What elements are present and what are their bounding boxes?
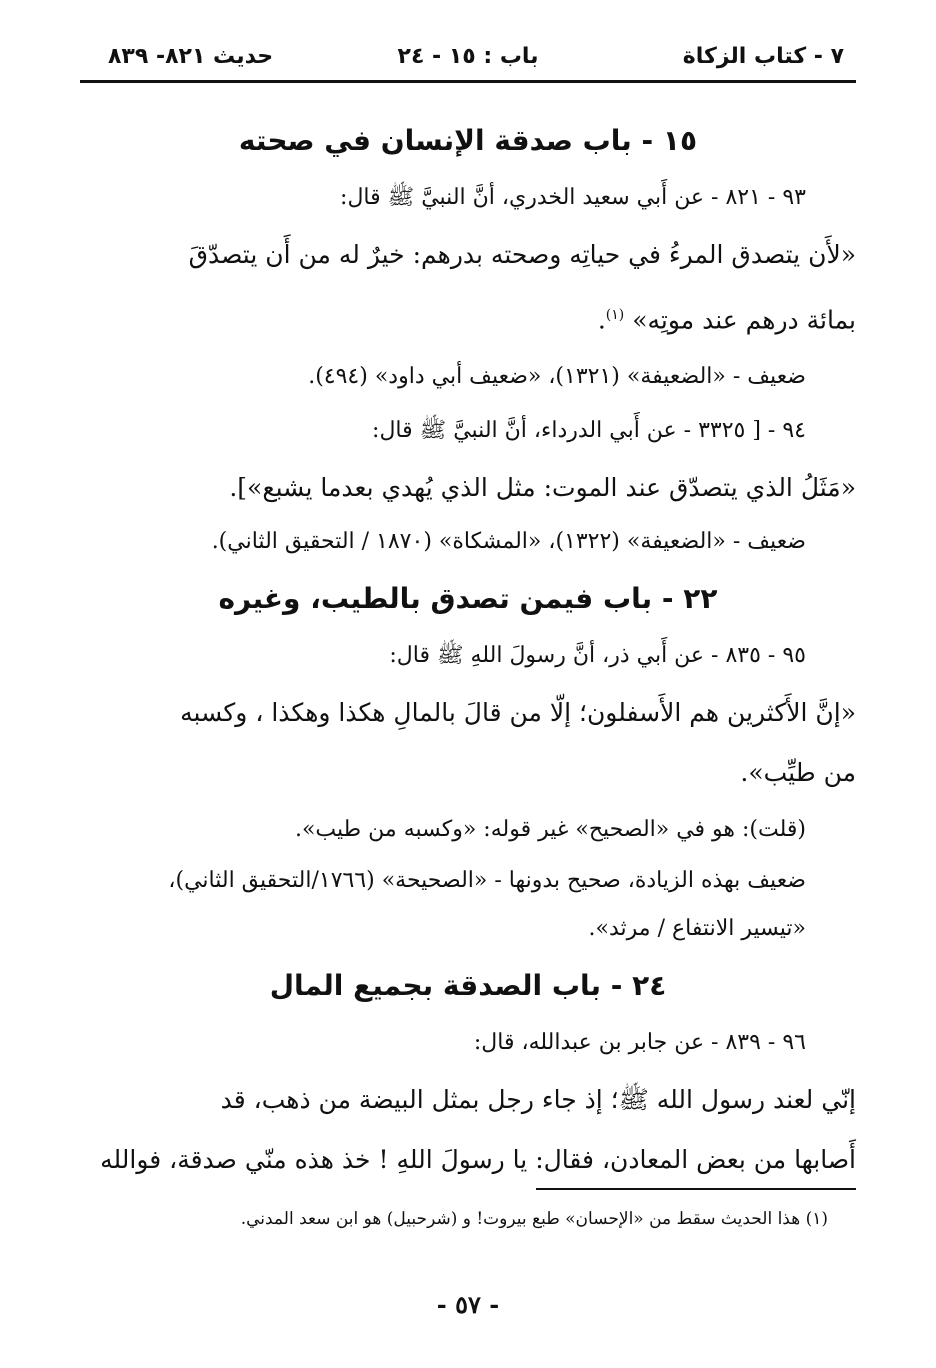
chapter-title-15: ١٥ - باب صدقة الإنسان في صحته <box>238 124 698 157</box>
chapter-title-24: ٢٤ - باب الصدقة بجميع المال <box>269 969 667 1003</box>
running-header <box>80 40 856 83</box>
hadith-93-text-end: . <box>597 305 606 335</box>
footnote-marker: (١) <box>605 307 625 323</box>
hadith-96-text-line1: إنّي لعند رسول الله ﷺ؛ إذ جاء رجل بمثل البيضة من ذهب، قد <box>220 1085 856 1115</box>
hadith-93-text-line2 <box>80 285 856 350</box>
hadith-94-grade: ضعيف - «الضعيفة» (١٣٢٢)، «المشكاة» (١٨٧٠ / التحقيق الثاني). <box>211 529 806 555</box>
hadith-94-intro: ٩٤ - [ ٣٣٢٥ - عن أَبي الدرداء، أنَّ النبيَّ ﷺ قال: <box>372 418 806 444</box>
hadith-93-intro: ٩٣ - ٨٢١ - عن أَبي سعيد الخدري، أنَّ النبيَّ ﷺ قال: <box>340 185 806 210</box>
page-number: - ٥٧ - <box>436 1290 500 1319</box>
hadith-96-text-line2: أَصابها من بعض المعادن، فقال: يا رسولَ اللهِ ! خذ هذه منّي صدقة، فوالله <box>100 1145 856 1175</box>
hadith-96-intro: ٩٦ - ٨٣٩ - عن جابر بن عبدالله، قال: <box>473 1030 806 1056</box>
chapter-title-22: ٢٢ - باب فيمن تصدق بالطيب، وغيره <box>218 582 718 616</box>
page-body <box>80 108 856 1190</box>
header-book-title: ٧ - كتاب الزكاة <box>682 44 844 69</box>
hadith-95-grade-line1: ضعيف بهذه الزيادة، صحيح بدونها - «الصحيحة» (١٧٦٦/التحقيق الثاني)، <box>168 868 806 894</box>
footnote-1: (١) هذا الحديث سقط من «الإحسان» طبع بيروت! و (شرحبيل) هو ابن سعد المدني. <box>240 1209 828 1229</box>
hadith-94-text: «مَثَلُ الذي يتصدّق عند الموت: مثل الذي يُهدي بعدما يشبع»]. <box>229 473 856 503</box>
hadith-95-text-line2: من طيِّب». <box>740 758 856 788</box>
hadith-93-grade: ضعيف - «الضعيفة» (١٣٢١)، «ضعيف أبي داود» (٤٩٤). <box>308 364 806 390</box>
hadith-95-note: (قلت): هو في «الصحيح» غير قوله: «وكسبه من طيب». <box>294 817 806 843</box>
hadith-93-text-body: بمائة درهم عند موتِه» <box>632 305 856 335</box>
hadith-95-grade-line2: «تيسير الانتفاع / مرثد». <box>588 916 806 942</box>
header-chapter-range: باب : ١٥ - ٢٤ <box>397 44 539 69</box>
header-hadith-range: حديث ٨٢١- ٨٣٩ <box>108 44 274 69</box>
hadith-93-text-line1: «لأَن يتصدق المرءُ في حياتِه وصحته بدرهم: خيرٌ له من أَن يتصدّقَ <box>188 240 856 269</box>
hadith-95-text-line1: «إنَّ الأَكثرين هم الأَسفلون؛ إلّا من قالَ بالمالِ هكذا وهكذا ، وكسبه <box>180 698 856 728</box>
footnote-separator <box>536 1188 856 1190</box>
hadith-95-intro: ٩٥ - ٨٣٥ - عن أَبي ذر، أنَّ رسولَ اللهِ ﷺ قال: <box>389 643 806 669</box>
